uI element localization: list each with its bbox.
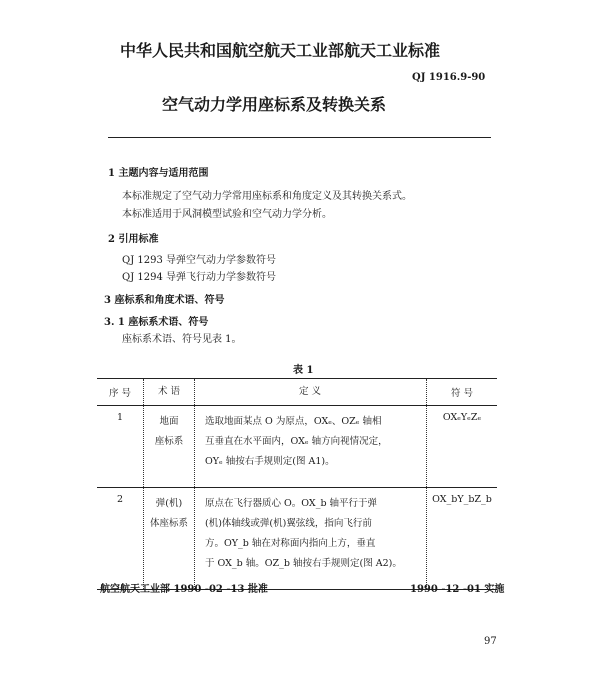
- org-title: 中华人民共和国航空航天工业部航天工业标准: [120, 41, 441, 60]
- row-term: [144, 488, 195, 590]
- section-1-heading: 1 主题内容与适用范围: [108, 168, 209, 179]
- term-line: 弹(机): [155, 498, 183, 509]
- section-3-1-heading: 3. 1 座标系术语、符号: [104, 317, 209, 328]
- definition-line: 方。OY_b 轴在对称面内指向上方，垂直: [205, 538, 376, 549]
- row-number: 2: [97, 488, 144, 590]
- header-term: 术 语: [144, 379, 195, 406]
- table-row: [97, 406, 497, 488]
- section-1-para-1: 本标准规定了空气动力学常用座标系和角度定义及其转换关系式。: [122, 191, 412, 202]
- standard-number: QJ 1916.9-90: [412, 72, 486, 83]
- title-divider: [108, 137, 491, 138]
- row-number: 1: [97, 406, 144, 488]
- term-line: 地面: [159, 416, 179, 427]
- row-definition: [195, 488, 427, 590]
- page-number: 97: [484, 636, 497, 647]
- term-line: 座标系: [154, 436, 184, 447]
- table-row: [97, 488, 497, 590]
- row-symbol: OX_bY_bZ_b: [427, 488, 498, 590]
- row-symbol: OXₑYₑZₑ: [427, 406, 498, 488]
- coordinate-system-table: [97, 378, 497, 590]
- definition-line: OYₑ 轴按右手规则定(图 A1)。: [205, 456, 335, 467]
- reference-qj1293: QJ 1293 导弹空气动力学参数符号: [122, 255, 277, 266]
- section-1-para-2: 本标准适用于风洞模型试验和空气动力学分析。: [122, 209, 332, 220]
- document-title: 空气动力学用座标系及转换关系: [162, 95, 387, 114]
- table-caption: 表 1: [293, 365, 314, 376]
- definition-line: 于 OX_b 轴。OZ_b 轴按右手规则定(图 A2)。: [205, 558, 402, 569]
- header-definition: 定 义: [195, 379, 427, 406]
- definition-line: 原点在飞行器质心 O。OX_b 轴平行于弹: [205, 498, 378, 509]
- row-term: [144, 406, 195, 488]
- header-symbol: 符 号: [427, 379, 498, 406]
- implementation-line: 1990 -12 -01 实施: [410, 584, 505, 595]
- header-no: 序 号: [97, 379, 144, 406]
- section-3-heading: 3 座标系和角度术语、符号: [104, 295, 225, 306]
- reference-qj1294: QJ 1294 导弹飞行动力学参数符号: [122, 272, 277, 283]
- definition-line: 选取地面某点 O 为原点，OXₑ、OZₑ 轴相: [205, 416, 382, 427]
- definition-line: 互垂直在水平面内，OXₑ 轴方向视情况定，: [205, 436, 388, 447]
- term-line: 体座标系: [149, 518, 188, 529]
- section-2-heading: 2 引用标准: [108, 234, 159, 245]
- approval-line: 航空航天工业部 1990 -02 -13 批准: [100, 584, 268, 595]
- definition-line: (机)体轴线或弹(机)翼弦线，指向飞行前: [205, 518, 372, 529]
- section-3-1-para: 座标系术语、符号见表 1。: [122, 334, 242, 345]
- row-definition: [195, 406, 427, 488]
